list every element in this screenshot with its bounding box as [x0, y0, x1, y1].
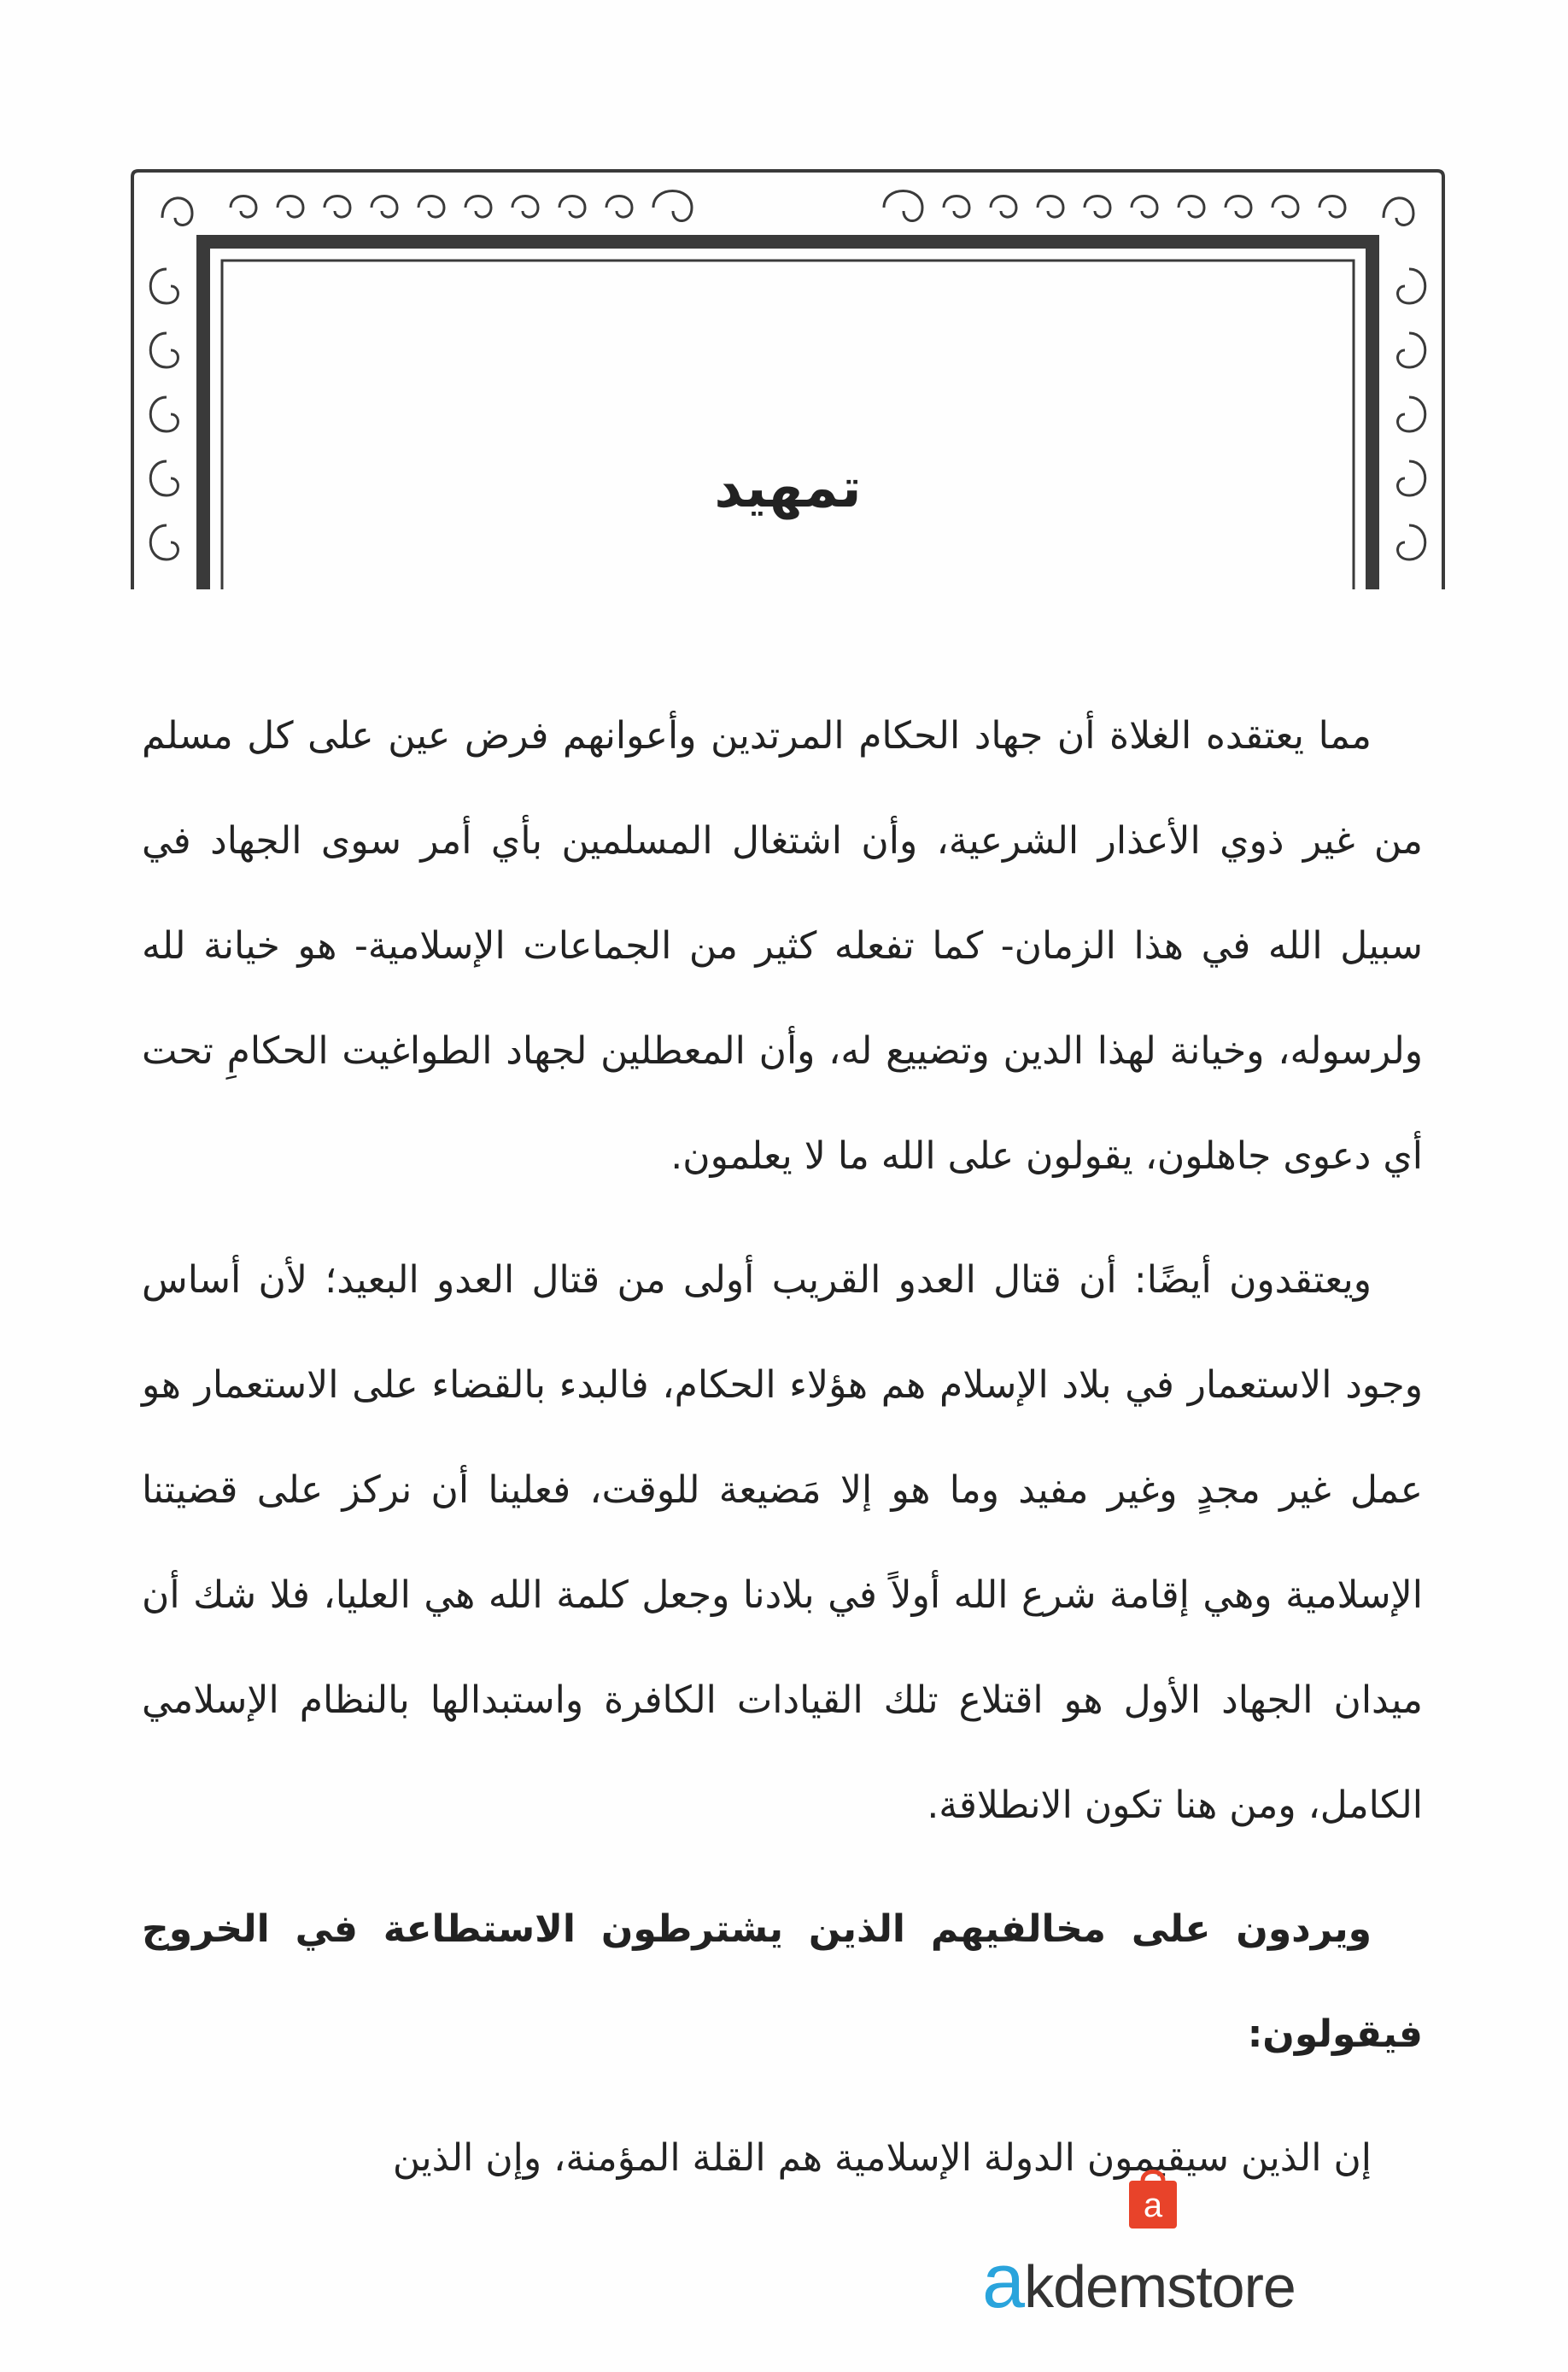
paragraph-4: إن الذين سيقيمون الدولة الإسلامية هم القلة المؤمنة، وإن الذين — [392, 2136, 1372, 2180]
chapter-title: تمهيد — [714, 457, 862, 520]
frame-border-graphic — [128, 167, 1448, 589]
shopping-bag-icon — [1119, 2165, 1187, 2234]
logo-letter: a — [1143, 2187, 1163, 2224]
paragraph-2: ويعتقدون أيضًا: أن قتال العدو القريب أولى من قتال العدو البعيد؛ لأن أساس وجود الاستعمار في بلاد الإسلام هم هؤلاء الحكام، فالبدء بالقضاء على الاستعمار هو عمل غير مجدٍ وغير مفيد وما هو إلا مَضيعة للوقت، فعلينا أن نركز على قضيتنا الإسلامية وهي إقامة شرع الله أولاً في بلادنا وجعل كلمة الله هي العليا، فلا شك أن ميدان الجهاد الأول هو اقتلاع تلك القيادات الكافرة واستبدالها بالنظام الإسلامي الكامل، ومن هنا تكون الانطلاقة. — [142, 1258, 1423, 1827]
ornamental-frame — [128, 167, 1448, 589]
brand-rest: kdemstore — [1024, 2253, 1296, 2320]
watermark-brand — [982, 2238, 1296, 2326]
body-text — [142, 683, 1423, 2211]
paragraph-1: مما يعتقده الغلاة أن جهاد الحكام المرتدين وأعوانهم فرض عين على كل مسلم من غير ذوي الأعذار الشرعية، وأن اشتغال المسلمين بأي أمر سوى الجهاد في سبيل الله في هذا الزمان- كما تفعله كثير من الجماعات الإسلامية- هو خيانة لله ولرسوله، وخيانة لهذا الدين وتضييع له، وأن المعطلين لجهاد الطواغيت الحكامِ تحت أي دعوى جاهلون، يقولون على الله ما لا يعلمون. — [142, 714, 1423, 1178]
paragraph-3: ويردون على مخالفيهم الذين يشترطون الاستطاعة في الخروج فيقولون: — [142, 1907, 1423, 2056]
watermark-logo — [1119, 2165, 1187, 2234]
brand-first-letter: a — [982, 2239, 1025, 2324]
